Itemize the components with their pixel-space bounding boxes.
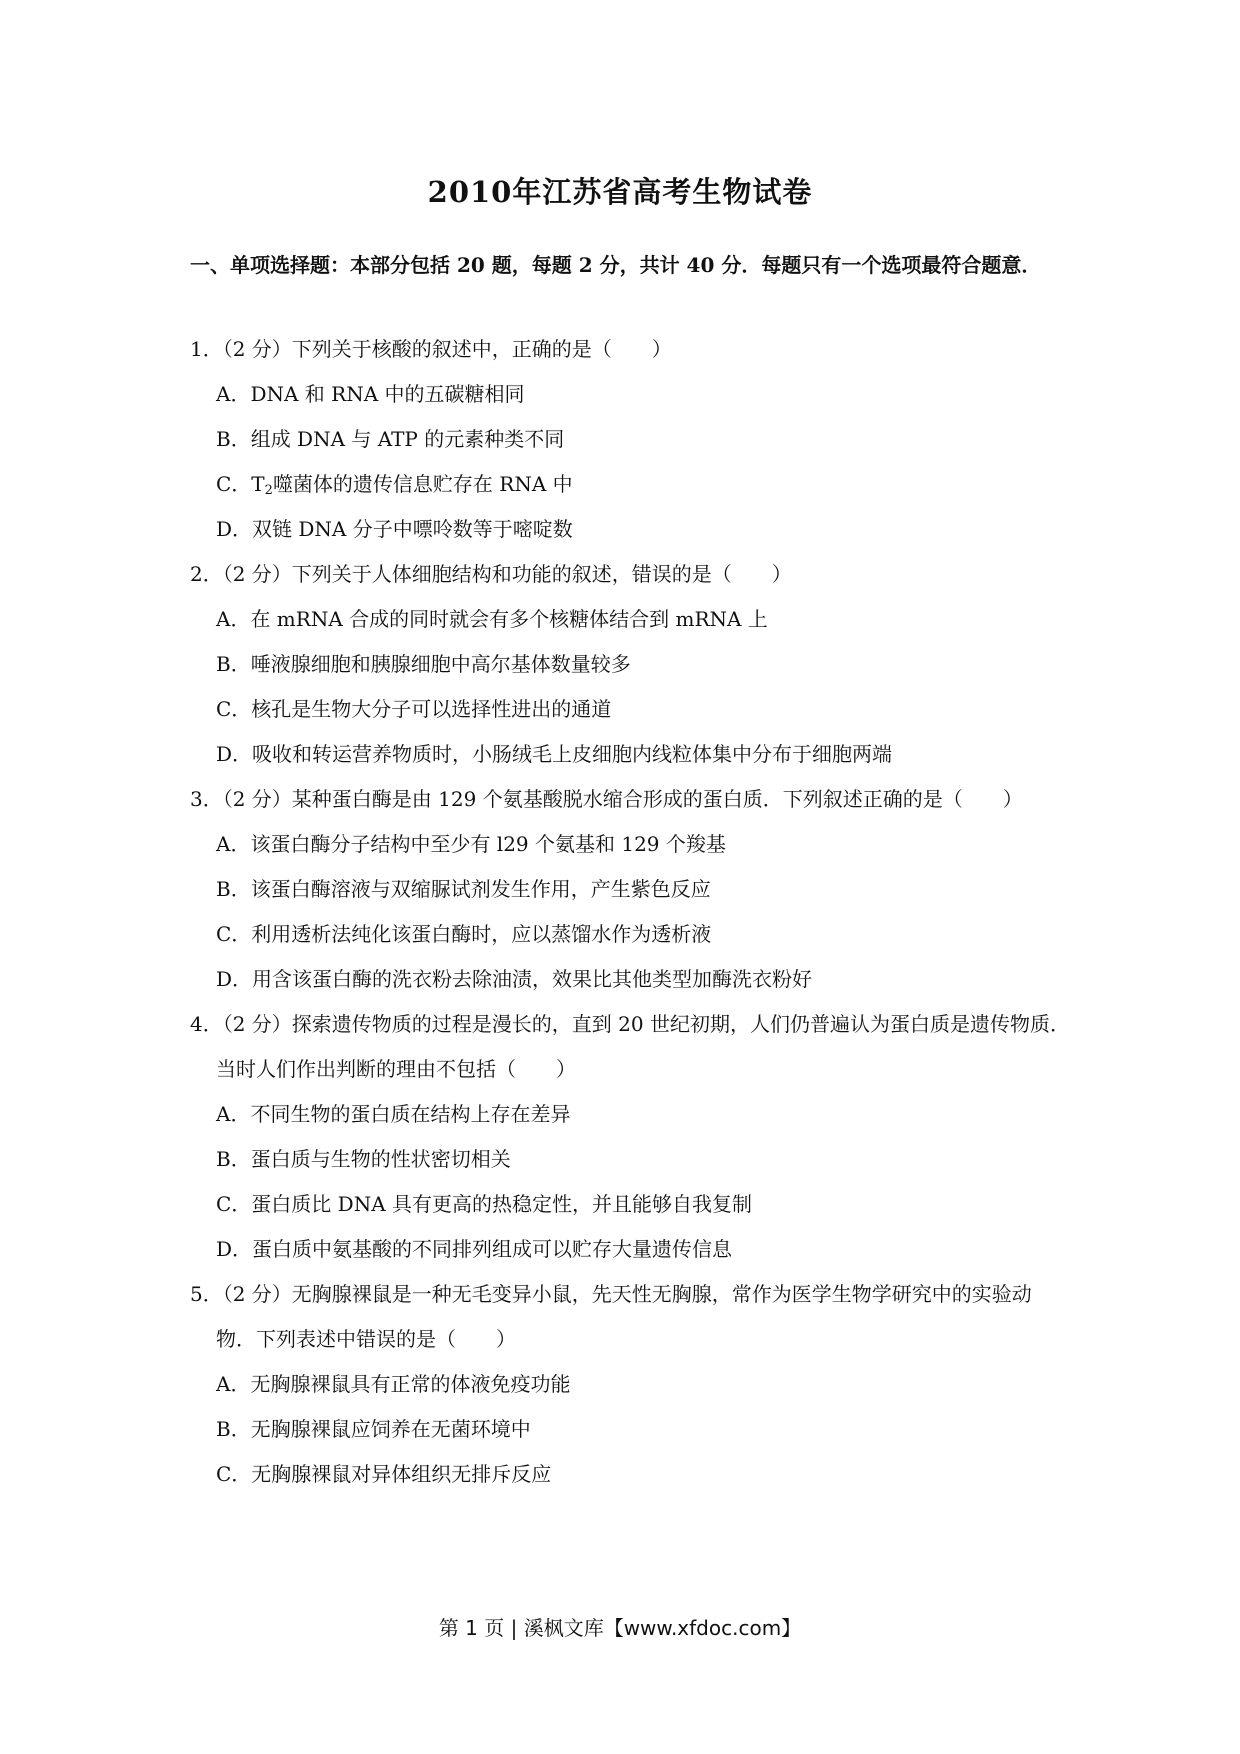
page-footer: 第 1 页 | 溪枫文库【www.xfdoc.com】 bbox=[438, 1616, 802, 1640]
option-b: B．无胸腺裸鼠应饲养在无菌环境中 bbox=[216, 1417, 531, 1441]
question-3 bbox=[190, 777, 1070, 1002]
option-a: A．无胸腺裸鼠具有正常的体液免疫功能 bbox=[216, 1372, 571, 1396]
question-stem: 5．（2 分）无胸腺裸鼠是一种无毛变异小鼠，先天性无胸腺，常作为医学生物学研究中的实验动物．下列表述中错误的是（ ） bbox=[190, 1282, 1032, 1351]
question-stem: 4．（2 分）探索遗传物质的过程是漫长的，直到 20 世纪初期，人们仍普遍认为蛋白质是遗传物质．当时人们作出判断的理由不包括（ ） bbox=[190, 1012, 1070, 1081]
option-d: D．吸收和转运营养物质时，小肠绒毛上皮细胞内线粒体集中分布于细胞两端 bbox=[216, 742, 893, 766]
question-1 bbox=[190, 327, 1070, 552]
option-b: B．唾液腺细胞和胰腺细胞中高尔基体数量较多 bbox=[216, 652, 631, 676]
option-c: C．利用透析法纯化该蛋白酶时，应以蒸馏水作为透析液 bbox=[216, 922, 712, 946]
option-c: C．蛋白质比 DNA 具有更高的热稳定性，并且能够自我复制 bbox=[216, 1192, 752, 1216]
question-stem: 2．（2 分）下列关于人体细胞结构和功能的叙述，错误的是（ ） bbox=[190, 562, 792, 586]
option-a: A．DNA 和 RNA 中的五碳糖相同 bbox=[216, 382, 525, 406]
option-d: D．蛋白质中氨基酸的不同排列组成可以贮存大量遗传信息 bbox=[216, 1237, 733, 1261]
option-c-prefix: C．T bbox=[216, 472, 265, 496]
section-heading: 一、单项选择题：本部分包括 20 题，每题 2 分，共计 40 分．每题只有一个选项最符合题意． bbox=[190, 253, 1042, 277]
option-c bbox=[190, 462, 1070, 507]
option-a: A．在 mRNA 合成的同时就会有多个核糖体结合到 mRNA 上 bbox=[216, 607, 768, 631]
option-d: D．双链 DNA 分子中嘌呤数等于嘧啶数 bbox=[216, 517, 573, 541]
question-4 bbox=[190, 1002, 1070, 1272]
question-stem: 3．（2 分）某种蛋白酶是由 129 个氨基酸脱水缩合形成的蛋白质．下列叙述正确的是（ ） bbox=[190, 787, 1023, 811]
option-d: D．用含该蛋白酶的洗衣粉去除油渍，效果比其他类型加酶洗衣粉好 bbox=[216, 967, 813, 991]
question-2 bbox=[190, 552, 1070, 777]
questions-list bbox=[190, 327, 1070, 1497]
option-b: B．组成 DNA 与 ATP 的元素种类不同 bbox=[216, 427, 565, 451]
option-a: A．不同生物的蛋白质在结构上存在差异 bbox=[216, 1102, 571, 1126]
option-c-text: 噬菌体的遗传信息贮存在 RNA 中 bbox=[272, 472, 573, 496]
option-a: A．该蛋白酶分子结构中至少有 l29 个氨基和 129 个羧基 bbox=[216, 832, 726, 856]
option-b: B．蛋白质与生物的性状密切相关 bbox=[216, 1147, 511, 1171]
option-c: C．无胸腺裸鼠对异体组织无排斥反应 bbox=[216, 1462, 552, 1486]
subscript: 2 bbox=[264, 483, 273, 498]
option-b: B．该蛋白酶溶液与双缩脲试剂发生作用，产生紫色反应 bbox=[216, 877, 711, 901]
option-c: C．核孔是生物大分子可以选择性进出的通道 bbox=[216, 697, 612, 721]
question-stem: 1．（2 分）下列关于核酸的叙述中，正确的是（ ） bbox=[190, 337, 672, 361]
page-title: 2010年江苏省高考生物试卷 bbox=[427, 175, 813, 209]
question-5 bbox=[190, 1272, 1070, 1497]
